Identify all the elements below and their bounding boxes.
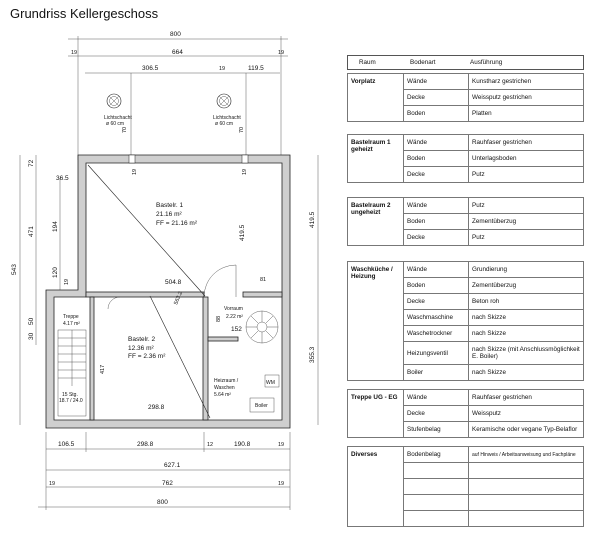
dim-top-19b: 19 bbox=[278, 50, 285, 56]
dim-top-19a: 19 bbox=[71, 50, 78, 56]
dim-top-119: 119.5 bbox=[248, 65, 264, 72]
dim-left-30: 30 bbox=[28, 332, 35, 340]
table-header bbox=[347, 55, 584, 70]
cell: Wände bbox=[404, 262, 469, 278]
cell bbox=[404, 511, 469, 527]
dim-v-19a: 19 bbox=[132, 168, 138, 175]
dim-bot-627: 627.1 bbox=[164, 462, 181, 469]
bastel2-area: 12.36 m² bbox=[128, 345, 154, 352]
table-section-bastel1 bbox=[347, 134, 584, 183]
right-dimensions bbox=[309, 155, 318, 425]
stair-count: 15 Stg. bbox=[62, 392, 78, 398]
cell: Keramische oder vegane Typ-Belaflor bbox=[469, 422, 584, 438]
cell bbox=[469, 495, 584, 511]
cell: Decke bbox=[404, 406, 469, 422]
dim-in-5632: 563.2 bbox=[173, 290, 185, 306]
dim-in-88: 88 bbox=[216, 315, 222, 322]
dim-bot-19a: 19 bbox=[49, 481, 56, 487]
cell: Wände bbox=[404, 390, 469, 406]
cell: Putz bbox=[469, 167, 584, 183]
spiral-stair bbox=[246, 311, 278, 343]
page-title: Grundriss Kellergeschoss bbox=[10, 6, 159, 21]
section-room: Treppe UG - EG bbox=[348, 390, 404, 438]
vorraum-name: Vorraum bbox=[224, 306, 243, 312]
bastel1-ff: FF = 21.16 m² bbox=[156, 220, 197, 227]
cell: Decke bbox=[404, 167, 469, 183]
table-section-bastel2 bbox=[347, 197, 584, 246]
bottom-dimensions bbox=[38, 432, 290, 510]
cell: Heizungsventil bbox=[404, 342, 469, 365]
section-room: Diverses bbox=[348, 447, 404, 527]
cell: Bodenbelag bbox=[404, 447, 469, 463]
lichtschacht-label-1: Lichtschacht bbox=[104, 115, 132, 121]
dim-left-50: 50 bbox=[28, 317, 35, 325]
dim-bot-106: 106.5 bbox=[58, 441, 75, 448]
dim-in-5048: 504.8 bbox=[165, 279, 182, 286]
dim-left-194: 194 bbox=[52, 221, 59, 232]
section-room: Waschküche / Heizung bbox=[348, 262, 404, 381]
treppe-name: Treppe bbox=[63, 314, 79, 320]
wm-label: WM bbox=[266, 380, 275, 386]
cell: Wände bbox=[404, 198, 469, 214]
dim-bot-762: 762 bbox=[162, 480, 173, 487]
cell: Decke bbox=[404, 90, 469, 106]
header-raum: Raum bbox=[359, 59, 376, 66]
dim-bot-800: 800 bbox=[157, 499, 168, 506]
cell: Platten bbox=[469, 106, 584, 122]
dim-in-4195: 419.5 bbox=[239, 224, 246, 241]
cell: Rauhfaser gestrichen bbox=[469, 135, 584, 151]
heizraum-name: Heizraum / bbox=[214, 378, 239, 384]
cell: Wände bbox=[404, 74, 469, 90]
walls bbox=[46, 155, 290, 428]
cell: Kunstharz gestrichen bbox=[469, 74, 584, 90]
dim-top-800: 800 bbox=[170, 31, 181, 38]
lichtschacht-label-2: Lichtschacht bbox=[213, 115, 241, 121]
cell: nach Skizze bbox=[469, 326, 584, 342]
table-section-treppe bbox=[347, 389, 584, 438]
lichtschacht-size-2: ø 60 cm bbox=[215, 121, 234, 127]
cell: Weissputz gestrichen bbox=[469, 90, 584, 106]
dim-bot-12: 12 bbox=[207, 442, 214, 448]
dim-left-471: 471 bbox=[28, 226, 35, 237]
cell bbox=[469, 479, 584, 495]
section-room: Bastelraum 1 geheizt bbox=[348, 135, 404, 183]
cell bbox=[469, 463, 584, 479]
cell: Boden bbox=[404, 278, 469, 294]
dim-right-3553: 355.3 bbox=[309, 346, 316, 363]
dim-left-543: 543 bbox=[11, 264, 18, 275]
section-room: Vorplatz bbox=[348, 74, 404, 122]
cell: Putz bbox=[469, 198, 584, 214]
section-room: Bastelraum 2 ungeheizt bbox=[348, 198, 404, 246]
light-shaft-1 bbox=[104, 94, 132, 127]
lichtschacht-size-1: ø 60 cm bbox=[106, 121, 125, 127]
bastel2-name: Bastelr. 2 bbox=[128, 336, 156, 343]
dim-bot-298: 298.8 bbox=[137, 441, 154, 448]
top-dimensions bbox=[68, 31, 288, 175]
cell: Grundierung bbox=[469, 262, 584, 278]
dim-left-19: 19 bbox=[64, 278, 70, 285]
cell bbox=[469, 511, 584, 527]
dim-bot-190: 190.8 bbox=[234, 441, 251, 448]
cell bbox=[404, 479, 469, 495]
cell bbox=[404, 495, 469, 511]
cell: Zementüberzug bbox=[469, 214, 584, 230]
cell: Unterlagsboden bbox=[469, 151, 584, 167]
cell: Zementüberzug bbox=[469, 278, 584, 294]
table-section-vorplatz bbox=[347, 73, 584, 122]
straight-stair bbox=[58, 330, 86, 416]
header-bodenart: Bodenart bbox=[410, 59, 436, 66]
vorraum-area: 2.22 m² bbox=[226, 314, 243, 320]
cell: Putz bbox=[469, 230, 584, 246]
heizraum-name-2: Waschen bbox=[214, 385, 235, 391]
cell: Waschmaschine bbox=[404, 310, 469, 326]
heizraum-area: 5.64 m² bbox=[214, 392, 231, 398]
dim-v-70a: 70 bbox=[122, 126, 128, 133]
cell: auf Hinweis / Arbeitsanweisung und Fachpläne bbox=[469, 447, 584, 463]
dim-top-306: 306.5 bbox=[142, 65, 159, 72]
cell: Boden bbox=[404, 151, 469, 167]
dim-bot-19b: 19 bbox=[278, 481, 285, 487]
dim-left-120: 120 bbox=[52, 267, 59, 278]
dim-bot-19: 19 bbox=[278, 442, 285, 448]
cell bbox=[404, 463, 469, 479]
dim-in-2988: 298.8 bbox=[148, 404, 165, 411]
cell: Boiler bbox=[404, 365, 469, 381]
cell: nach Skizze bbox=[469, 365, 584, 381]
dim-top-19c: 19 bbox=[219, 66, 226, 72]
bastel1-area: 21.16 m² bbox=[156, 211, 182, 218]
dim-top-664: 664 bbox=[172, 49, 183, 56]
boiler-label: Boiler bbox=[255, 403, 268, 409]
table-section-waschkueche bbox=[347, 261, 584, 381]
cell: nach Skizze bbox=[469, 310, 584, 326]
cell: Boden bbox=[404, 214, 469, 230]
cell: Decke bbox=[404, 294, 469, 310]
cell: Weissputz bbox=[469, 406, 584, 422]
dim-in-152: 152 bbox=[231, 326, 242, 333]
bastel2-ff: FF = 2.36 m² bbox=[128, 353, 166, 360]
cell: Decke bbox=[404, 230, 469, 246]
cell: Beton roh bbox=[469, 294, 584, 310]
dim-v-19b: 19 bbox=[242, 168, 248, 175]
light-shaft-2 bbox=[213, 94, 241, 127]
dim-left-72: 72 bbox=[28, 159, 35, 167]
dim-in-417: 417 bbox=[100, 364, 106, 374]
header-ausfuehrung: Ausführung bbox=[470, 59, 503, 66]
dim-left-36: 36.5 bbox=[56, 175, 69, 182]
treppe-area: 4.17 m² bbox=[63, 321, 80, 327]
cell: Waschetrockner bbox=[404, 326, 469, 342]
cell: nach Skizze (mit Anschlussmöglichkeit E. Boiler) bbox=[469, 342, 584, 365]
dim-in-81: 81 bbox=[260, 277, 267, 283]
cell: Stufenbelag bbox=[404, 422, 469, 438]
dim-v-70b: 70 bbox=[239, 126, 245, 133]
cell: Boden bbox=[404, 106, 469, 122]
dim-right-4195: 419.5 bbox=[309, 211, 316, 228]
cell: Rauhfaser gestrichen bbox=[469, 390, 584, 406]
cell: Wände bbox=[404, 135, 469, 151]
table-section-diverses bbox=[347, 446, 584, 527]
stair-ratio: 18.7 / 24.0 bbox=[59, 398, 83, 404]
bastel1-name: Bastelr. 1 bbox=[156, 202, 184, 209]
